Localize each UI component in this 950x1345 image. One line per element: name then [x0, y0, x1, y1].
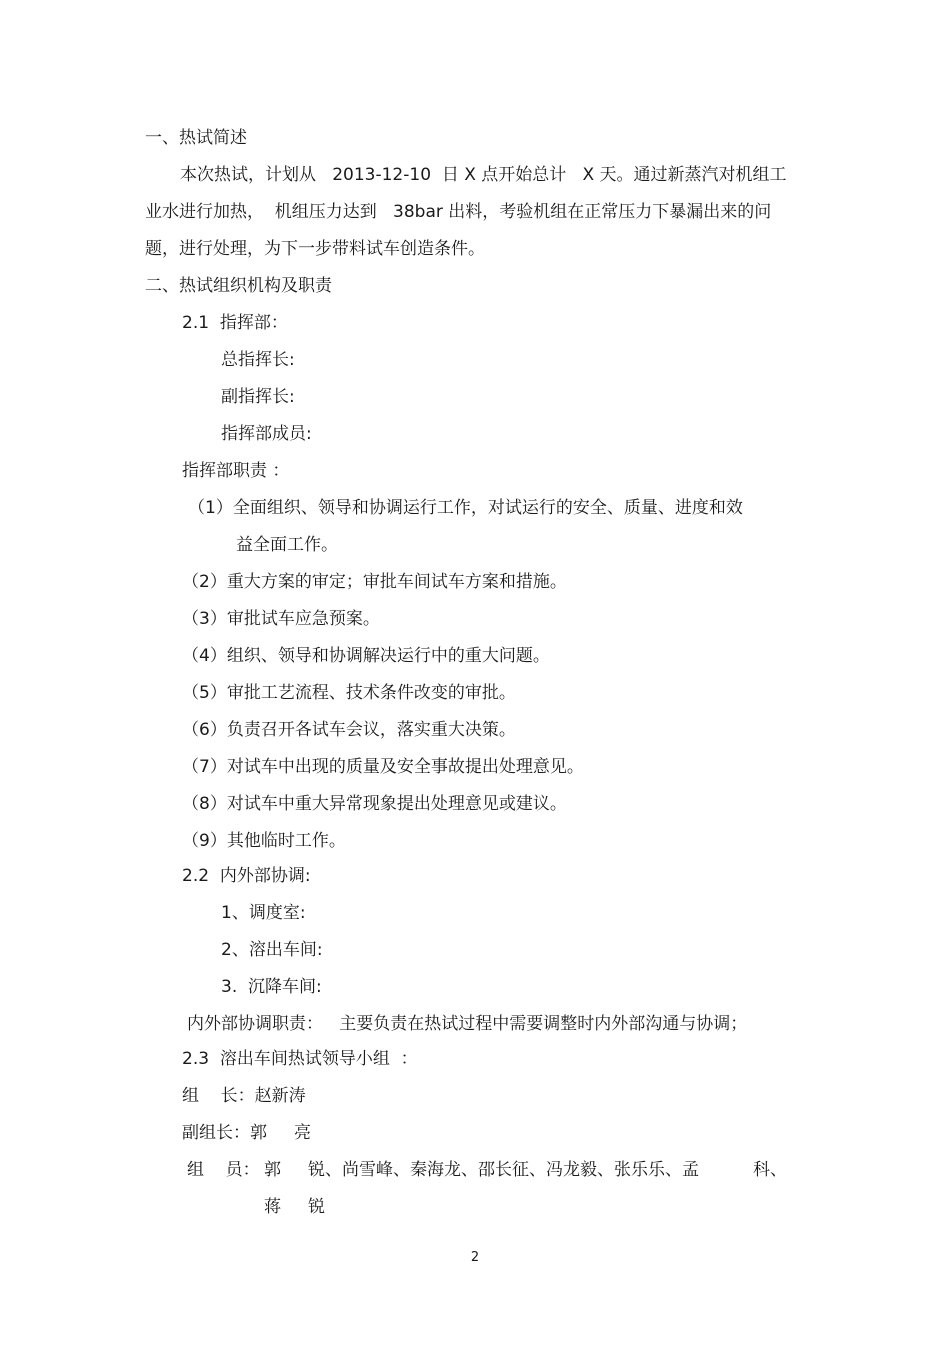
- paragraph-line: 业水进行加热， 机组压力达到 38bar 出料，考验机组在正常压力下暴漏出来的问: [145, 202, 772, 222]
- duty-item: （9）其他临时工作。: [182, 831, 346, 851]
- duty-item: （1）全面组织、领导和协调运行工作，对试运行的安全、质量、进度和效: [188, 498, 743, 518]
- duty-item: （2）重大方案的审定；审批车间试车方案和措施。: [182, 572, 567, 592]
- coordination-item: 3. 沉降车间:: [221, 977, 322, 997]
- duty-item: （6）负责召开各试车会议，落实重大决策。: [182, 720, 516, 740]
- command-deputy: 副指挥长:: [221, 387, 295, 407]
- command-chief: 总指挥长:: [221, 350, 295, 370]
- paragraph-line: 题，进行处理，为下一步带料试车创造条件。: [145, 239, 485, 259]
- coordination-item: 1、调度室:: [221, 903, 306, 923]
- team-members-line: 郭 锐、尚雪峰、秦海龙、邵长征、冯龙毅、张乐乐、孟 科、: [264, 1160, 788, 1180]
- command-members: 指挥部成员:: [221, 424, 312, 444]
- team-leader: 组 长：赵新涛: [182, 1086, 306, 1106]
- coordination-item: 2、溶出车间:: [221, 940, 323, 960]
- team-members-label: 组 员：: [187, 1160, 260, 1180]
- team-heading: 2.3 溶出车间热试领导小组 ：: [182, 1049, 418, 1069]
- team-deputy: 副组长：郭 亮: [182, 1123, 312, 1143]
- duty-item: 益全面工作。: [236, 535, 338, 555]
- section-2-title: 二、热试组织机构及职责: [145, 276, 332, 296]
- duty-item: （8）对试车中重大异常现象提出处理意见或建议。: [182, 794, 567, 814]
- duty-item: （5）审批工艺流程、技术条件改变的审批。: [182, 683, 516, 703]
- duty-item: （7）对试车中出现的质量及安全事故提出处理意见。: [182, 757, 584, 777]
- coordination-heading: 2.2 内外部协调:: [182, 866, 311, 886]
- section-1-title: 一、热试简述: [145, 128, 247, 148]
- command-heading: 2.1 指挥部：: [182, 313, 288, 333]
- team-members-line: 蒋 锐: [264, 1197, 326, 1217]
- duty-item: （4）组织、领导和协调解决运行中的重大问题。: [182, 646, 550, 666]
- duty-item: （3）审批试车应急预案。: [182, 609, 380, 629]
- paragraph-line: 本次热试，计划从 2013-12-10 日 X 点开始总计 X 天。通过新蒸汽对机组工: [180, 165, 787, 185]
- page-number: 2: [470, 1250, 480, 1265]
- command-duties-title: 指挥部职责 ：: [182, 461, 290, 481]
- coordination-duties: 内外部协调职责： 主要负责在热试过程中需要调整时内外部沟通与协调；: [187, 1014, 748, 1034]
